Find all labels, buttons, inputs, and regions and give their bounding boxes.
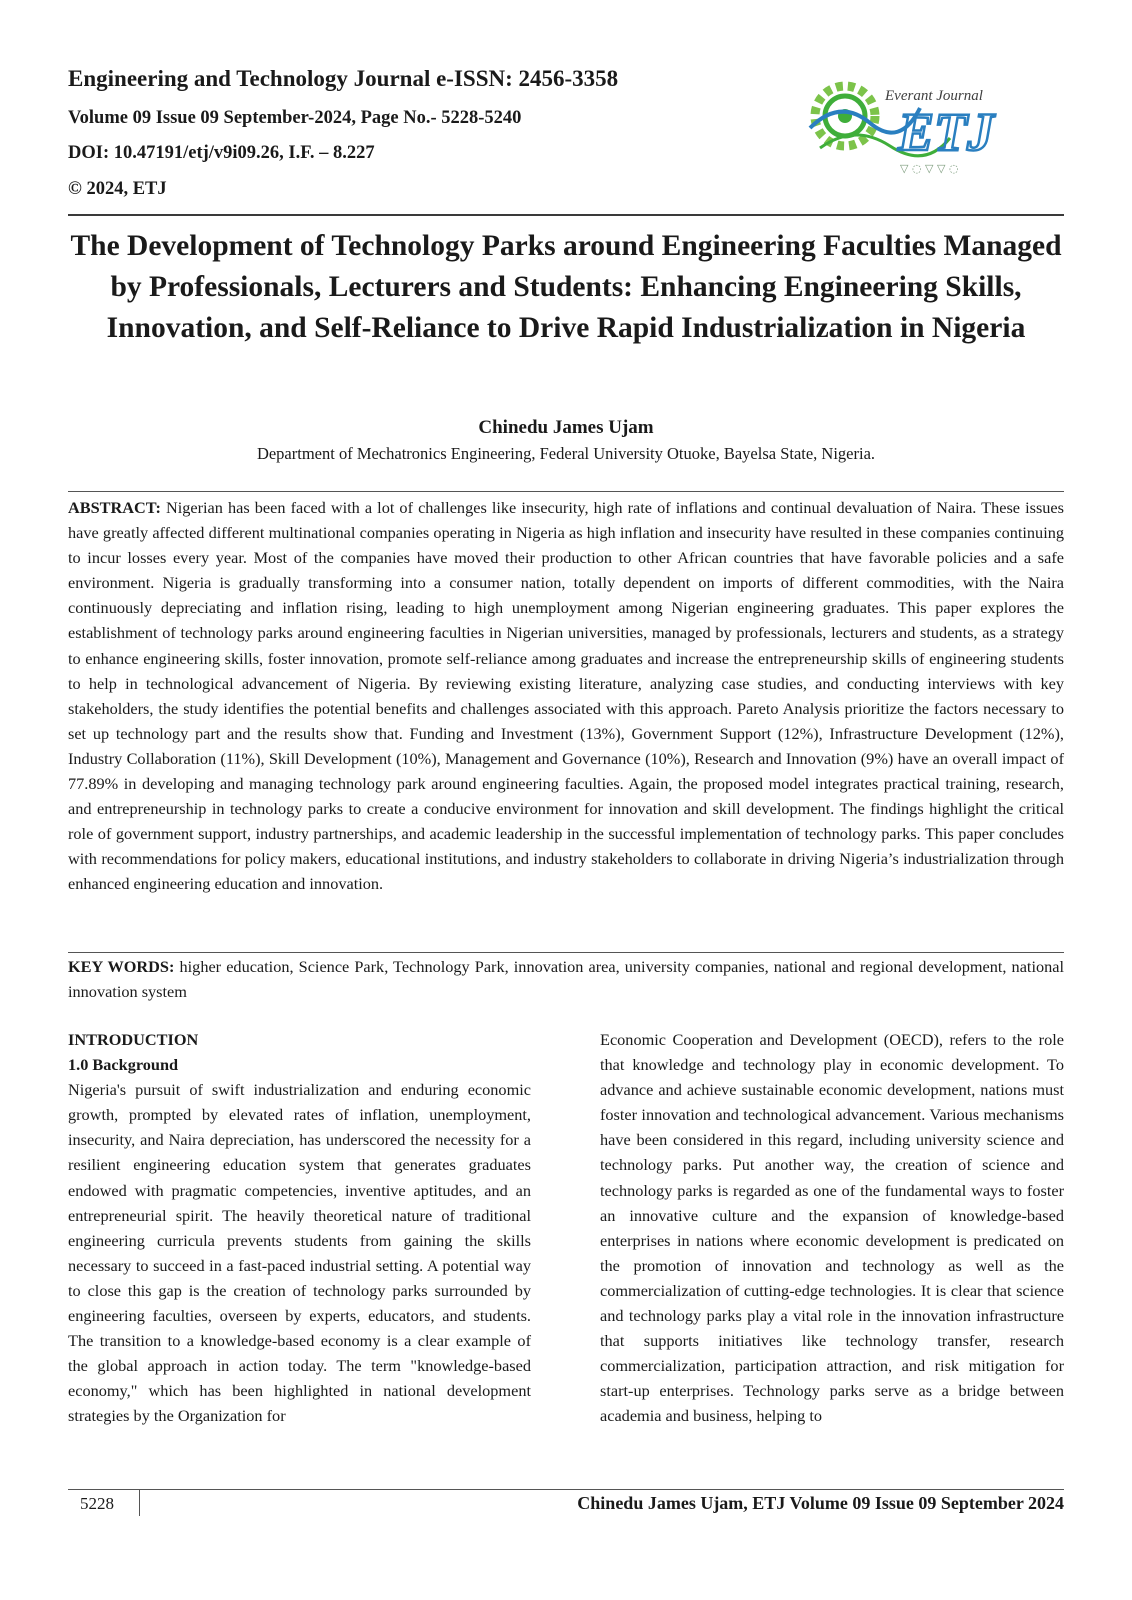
etj-logo (800, 68, 1015, 178)
keywords-text: higher education, Science Park, Technology Park, innovation area, university companies, national and regional development, national innovation system (68, 957, 1064, 1001)
author-name: Chinedu James Ujam (478, 417, 654, 438)
doi-line: DOI: 10.47191/etj/v9i09.26, I.F. – 8.227 (68, 143, 375, 164)
volume-line: Volume 09 Issue 09 September-2024, Page No.- 5228-5240 (68, 108, 522, 129)
header-divider (68, 214, 1064, 216)
keywords-label: KEY WORDS: (68, 957, 175, 976)
footer-vertical-divider (139, 1490, 140, 1516)
etj-logo-graphic (800, 68, 1015, 178)
logo-etj-text: ETJ (898, 102, 995, 162)
abstract-divider (68, 491, 1064, 492)
body-paragraph-left: Nigeria's pursuit of swift industrialization and enduring economic growth, prompted by elevated rates of inflation, unemployment, insecurity, and Naira depreciation, has underscored the necessity for a resilient engineering education system that generates graduates endowed with pragmatic competencies, inventive aptitudes, and an entrepreneurial spirit. The heavily theoretical nature of traditional engineering curricula prevents students from gaining the skills necessary to succeed in a fast-paced industrial setting. A potential way to close this gap is the creation of technology parks surrounded by engineering faculties, overseen by experts, educators, and students. The transition to a knowledge-based economy is a clear example of the global approach in action today. The term "knowledge-based economy," which has been highlighted in national development strategies by the Organization for (68, 1080, 531, 1426)
abstract (68, 495, 1064, 897)
left-column (68, 1027, 531, 1429)
keywords-divider (68, 952, 1064, 953)
paper-title: The Development of Technology Parks around Engineering Faculties Managed by Professionals, Lecturers and Students: Enhancing Engineering Skills, Innovation, and Self-Reliance to Drive Rapid Industrialization in Nigeria (70, 230, 1062, 344)
section-heading: INTRODUCTION (68, 1030, 199, 1049)
logo-tagline: Everant Journal (885, 88, 983, 104)
abstract-text: Nigerian has been faced with a lot of challenges like insecurity, high rate of inflations and continual devaluation of Naira. These issues have greatly affected different multinational companies operating in Nigeria as high inflation and insecurity have resulted in these companies continuing to incur losses every year. Most of the companies have moved their production to other African countries that have favorable policies and a safe environment. Nigeria is gradually transforming into a consumer nation, totally dependent on imports of different commodities, with the Naira continuously depreciating and inflation rising, leading to high unemployment among Nigerian engineering graduates. This paper explores the establishment of technology parks around engineering faculties in Nigerian universities, managed by professionals, lecturers and students, as a strategy to enhance engineering skills, foster innovation, promote self-reliance among graduates and increase the entrepreneurship skills of engineering students to help in technological advancement of Nigeria. By reviewing existing literature, analyzing case studies, and conducting interviews with key stakeholders, the study identifies the potential benefits and challenges associated with this approach. Pareto Analysis prioritize the factors necessary to set up technology part and the results show that. Funding and Investment (13%), Government Support (12%), Infrastructure Development (12%), Industry Collaboration (11%), Skill Development (10%), Management and Governance (10%), Research and Innovation (9%) have an overall impact of 77.89% in developing and managing technology park around engineering faculties. Again, the proposed model integrates practical training, research, and entrepreneurship in technology parks to create a conducive environment for innovation and skill development. The findings highlight the critical role of government support, industry partnerships, and academic leadership in the successful implementation of technology parks. This paper concludes with recommendations for policy makers, educational institutions, and industry stakeholders to collaborate in driving Nigeria’s industrialization through enhanced engineering education and innovation. (68, 498, 1064, 894)
title-block (68, 226, 1064, 349)
running-footer: Chinedu James Ujam, ETJ Volume 09 Issue 09 September 2024 (577, 1493, 1064, 1513)
footer-divider (68, 1489, 1064, 1490)
body-paragraph-right: Economic Cooperation and Development (OECD), refers to the role that knowledge and technology play in economic development. To advance and achieve sustainable economic development, nations must foster innovation and technological advancement. Various mechanisms have been considered in this regard, including university science and technology parks. Put another way, the creation of science and technology parks is regarded as one of the fundamental ways to foster an innovative culture and the expansion of knowledge-based enterprises in nations where economic development is predicated on the promotion of innovation and technology as well as the commercialization of cutting-edge technologies. It is clear that science and technology parks play a vital role in the innovation infrastructure that supports initiatives like technology transfer, research commercialization, participation attraction, and risk mitigation for start-up enterprises. Technology parks serve as a bridge between academia and business, helping to (600, 1030, 1064, 1426)
page-number: 5228 (80, 1494, 114, 1513)
subsection-heading: 1.0 Background (68, 1055, 179, 1075)
right-column (600, 1027, 1064, 1429)
logo-decoration: ▽ ◌ ▽ ▽ ◌ (900, 162, 959, 175)
abstract-label: ABSTRACT: (68, 498, 161, 517)
author-affiliation: Department of Mechatronics Engineering, Federal University Otuoke, Bayelsa State, Nigeria. (256, 444, 876, 463)
copyright-line: © 2024, ETJ (68, 178, 167, 199)
journal-header (68, 66, 768, 213)
keywords (68, 954, 1064, 1004)
journal-name: Engineering and Technology Journal e-ISSN: 2456-3358 (68, 66, 619, 91)
